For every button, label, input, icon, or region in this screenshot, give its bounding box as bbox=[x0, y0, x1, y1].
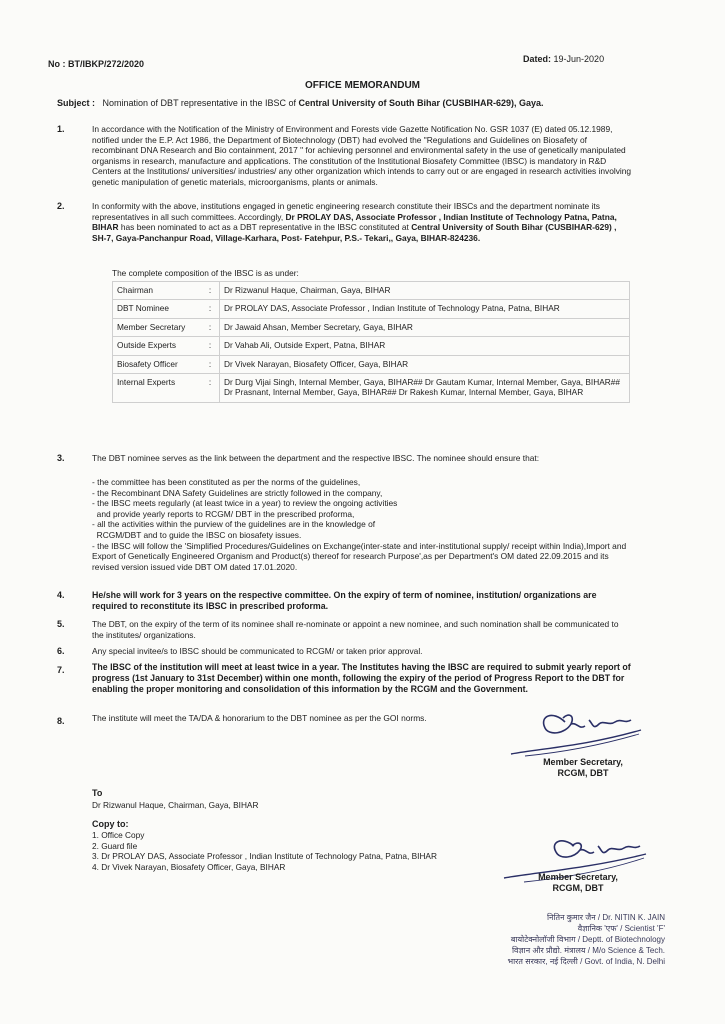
stamp-line: विज्ञान और प्रौद्यो. मंत्रालय / M/o Science & Tech. bbox=[511, 946, 665, 955]
to-addressee: Dr Rizwanul Haque, Chairman, Gaya, BIHAR bbox=[92, 800, 259, 810]
composition-table bbox=[112, 281, 630, 403]
para-number: 5. bbox=[57, 619, 65, 629]
table-row bbox=[113, 337, 630, 355]
table-row bbox=[113, 318, 630, 336]
stamp-line: नितिन कुमार जैन / Dr. NITIN K. JAIN bbox=[546, 913, 665, 922]
para-number: 6. bbox=[57, 646, 65, 656]
table-row bbox=[113, 282, 630, 300]
stamp-line: वैज्ञानिक 'एफ' / Scientist 'F' bbox=[577, 924, 665, 933]
paragraph-3-bullets bbox=[92, 477, 637, 572]
stamp-line: बायोटेक्नोलॉजी विभाग / Deptt. of Biotechnology bbox=[510, 935, 665, 944]
page-title: OFFICE MEMORANDUM bbox=[305, 80, 420, 91]
para-number: 8. bbox=[57, 716, 65, 726]
composition-value: Dr Jawaid Ahsan, Member Secretary, Gaya, BIHAR bbox=[220, 318, 630, 336]
composition-intro: The complete composition of the IBSC is as under: bbox=[112, 268, 299, 278]
signature-1-block: Member Secretary, RCGM, DBT bbox=[543, 757, 623, 778]
list-item: - the committee has been constituted as per the norms of the guidelines, bbox=[92, 477, 361, 487]
para-number: 3. bbox=[57, 453, 65, 463]
composition-value: Dr Vahab Ali, Outside Expert, Patna, BIHAR bbox=[220, 337, 630, 355]
para-number: 2. bbox=[57, 201, 65, 211]
to-label: To bbox=[92, 788, 103, 798]
list-item: - the IBSC meets regularly (at least twice in a year) to review the ongoing activities and provide yearly reports to RCGM/ DBT in the prescribed proforma, bbox=[92, 498, 398, 519]
para-number: 1. bbox=[57, 124, 65, 134]
copy-to-label: Copy to: bbox=[92, 819, 129, 829]
composition-role: Biosafety Officer bbox=[113, 355, 202, 373]
composition-value: Dr PROLAY DAS, Associate Professor , Indian Institute of Technology Patna, Patna, BIHAR bbox=[220, 300, 630, 318]
para-number: 4. bbox=[57, 590, 65, 600]
composition-value: Dr Rizwanul Haque, Chairman, Gaya, BIHAR bbox=[220, 282, 630, 300]
paragraph-6: Any special invitee/s to IBSC should be communicated to RCGM/ or taken prior approval. bbox=[92, 646, 423, 656]
list-item: - the Recombinant DNA Safety Guidelines are strictly followed in the company, bbox=[92, 487, 383, 498]
composition-value: Dr Vivek Narayan, Biosafety Officer, Gaya, BIHAR bbox=[220, 355, 630, 373]
paragraph-4: He/she will work for 3 years on the respective committee. On the expiry of term of nominee, institution/ organizations are required to reconstitute its IBSC in prescribed proforma. bbox=[92, 590, 597, 611]
composition-role: Member Secretary bbox=[113, 318, 202, 336]
composition-colon: : bbox=[201, 282, 220, 300]
paragraph-1: In accordance with the Notification of the Ministry of Environment and Forests vide Gazette Notification No. GSR 1037 (E) dated 05.12.1989, notified under the E.P. Act 1986, the Department of Biotechnology (DBT) had evolved the "Regulations and Guidelines on Biosafety of recombinant DNA Research and Bio containment, 2017 " for achieving personnel and environmental safety in the use of genetically manipulated organisms in research, manufacture and applications. The constitution of the Institutional Biosafety Committee (IBSC) is mandatory in R&D Centers at the Institutions/ universities/ industries/ any other organization which intends to carry out or are engaged in research activities involving genetic manipulation of genetic materials, microorganisms, plants or animals. bbox=[92, 124, 632, 187]
composition-colon: : bbox=[201, 374, 220, 403]
paragraph-2: In conformity with the above, institutions engaged in genetic engineering research constitute their IBSCs and the department nominate its representatives in all such committees. Accordingly, Dr PROLAY DAS, Associate Professor , Indian Institute of Technology Patna, Patna, BIHAR has been nominated to act as a DBT representative in the IBSC constituted at Central University of South Bihar (CUSBIHAR-629) , SH-7, Gaya-Panchanpur Road, Village-Karhara, Post- Fatehpur, P.S.- Tekari,, Gaya, BIHAR-824236. bbox=[92, 201, 617, 243]
memo-number: No : BT/IBKP/272/2020 bbox=[48, 59, 145, 69]
copy-to-list bbox=[92, 830, 437, 872]
list-item: 3. Dr PROLAY DAS, Associate Professor , Indian Institute of Technology Patna, Patna, BIHAR bbox=[92, 851, 437, 862]
composition-role: Internal Experts bbox=[113, 374, 202, 403]
official-stamp bbox=[485, 912, 665, 967]
composition-role: DBT Nominee bbox=[113, 300, 202, 318]
composition-colon: : bbox=[201, 318, 220, 336]
list-item: 2. Guard file bbox=[92, 840, 138, 851]
composition-role: Outside Experts bbox=[113, 337, 202, 355]
list-item: 1. Office Copy bbox=[92, 830, 145, 840]
paragraph-7: The IBSC of the institution will meet at least twice in a year. The Institutes having the IBSC are required to submit yearly report of progress (1st January to 31st December) within one month, following the expiry of the period of Progress Report to the DBT for enabling the proper monitoring and consolidation of this information by the RCGM and the Government. bbox=[92, 662, 631, 694]
composition-colon: : bbox=[201, 337, 220, 355]
composition-role: Chairman bbox=[113, 282, 202, 300]
para-number: 7. bbox=[57, 665, 65, 675]
list-item: 4. Dr Vivek Narayan, Biosafety Officer, Gaya, BIHAR bbox=[92, 861, 286, 872]
stamp-line: भारत सरकार, नई दिल्ली / Govt. of India, N. Delhi bbox=[507, 957, 665, 966]
memo-date: Dated: 19-Jun-2020 bbox=[523, 54, 605, 64]
composition-colon: : bbox=[201, 355, 220, 373]
composition-colon: : bbox=[201, 300, 220, 318]
list-item: - all the activities within the purview of the guidelines are in the knowledge of RCGM/DBT and to guide the IBSC on biosafety issues. bbox=[92, 519, 376, 540]
list-item: - the IBSC will follow the 'Simplified Procedures/Guidelines on Exchange(inter-state and inter-institutional supply/ receipt within India),Import and Export of Genetically Engineered Organism and Product(s) thereof for research Purpose',as per Department's OM dated 22.09.2015 and its revised version issued vide DBT OM dated 17.01.2020. bbox=[92, 540, 629, 572]
paragraph-5: The DBT, on the expiry of the term of its nominee shall re-nominate or appoint a new nominee, and such nomination shall be communicated to the institutes/ organizations. bbox=[92, 619, 619, 640]
composition-value: Dr Durg Vijai Singh, Internal Member, Gaya, BIHAR## Dr Gautam Kumar, Internal Member, Gaya, BIHAR## Dr Prasnant, Internal Member, Gaya, BIHAR## Dr Rakesh Kumar, Internal Member, Gaya, BIHAR bbox=[220, 374, 630, 403]
subject-line: Subject : Nomination of DBT representative in the IBSC of Central University of South Bihar (CUSBIHAR-629), Gaya. bbox=[57, 98, 544, 108]
table-row bbox=[113, 374, 630, 403]
paragraph-8: The institute will meet the TA/DA & honorarium to the DBT nominee as per the GOI norms. bbox=[92, 713, 427, 723]
signature-2-block: Member Secretary, RCGM, DBT bbox=[538, 872, 618, 893]
table-row bbox=[113, 300, 630, 318]
table-row bbox=[113, 355, 630, 373]
paragraph-3-intro: The DBT nominee serves as the link between the department and the respective IBSC. The nominee should ensure that: bbox=[92, 453, 540, 463]
signature-1-image bbox=[505, 700, 645, 762]
